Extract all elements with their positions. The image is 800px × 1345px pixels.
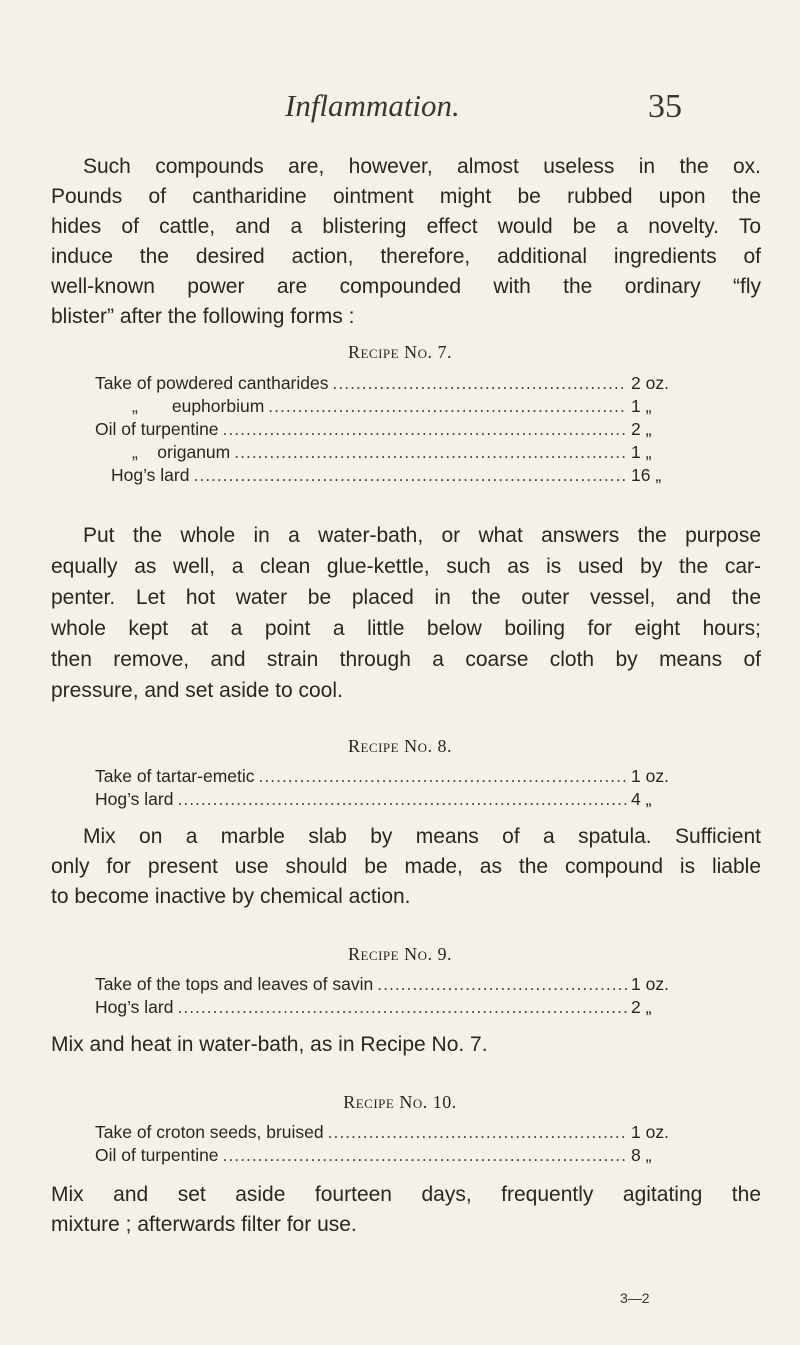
text-line: Such compounds are, however, almost useless in the ox. bbox=[83, 155, 761, 178]
recipe-9-directions bbox=[51, 1030, 761, 1060]
leader-dots bbox=[377, 974, 627, 995]
ingredient-name: Oil of turpentine bbox=[95, 419, 219, 439]
text-line: well-known power are compounded with the ordinary “fly bbox=[51, 275, 761, 298]
ingredient-qty: 16 „ bbox=[631, 465, 662, 485]
running-head: Inflammation. bbox=[285, 88, 460, 123]
ingredient-qty: 2 „ bbox=[631, 997, 652, 1017]
ingredient-qty: 1 „ bbox=[631, 396, 652, 416]
ingredient-row bbox=[95, 789, 695, 812]
ingredient-qty: 1 oz. bbox=[631, 766, 669, 786]
ingredient-qty: 4 „ bbox=[631, 789, 652, 809]
leader-dots bbox=[332, 373, 627, 394]
ingredient-row bbox=[95, 1122, 695, 1145]
ingredient-name: Take of the tops and leaves of savin bbox=[95, 974, 374, 994]
ingredient-row bbox=[95, 373, 695, 396]
text-line: Mix and heat in water-bath, as in Recipe No. 7. bbox=[51, 1033, 488, 1056]
recipe-7-directions bbox=[51, 520, 761, 706]
signature-mark: 3—2 bbox=[620, 1290, 650, 1306]
text-line: Pounds of cantharidine ointment might be rubbed upon the bbox=[51, 185, 761, 208]
leader-dots bbox=[177, 789, 627, 810]
ingredient-name: Take of croton seeds, bruised bbox=[95, 1122, 324, 1142]
leader-dots bbox=[259, 766, 628, 787]
ingredient-name: Oil of turpentine bbox=[95, 1145, 219, 1165]
leader-dots bbox=[193, 465, 627, 486]
recipe-8-directions bbox=[51, 822, 761, 912]
ingredient-name: „ origanum bbox=[132, 442, 231, 462]
ingredient-row bbox=[95, 396, 695, 419]
leader-dots bbox=[223, 1145, 627, 1166]
ingredient-qty: 1 „ bbox=[631, 442, 652, 462]
ingredient-name: Hog’s lard bbox=[95, 789, 174, 809]
text-line: Put the whole in a water-bath, or what answers the purpose bbox=[83, 524, 761, 547]
ingredient-row bbox=[95, 465, 695, 488]
leader-dots bbox=[234, 442, 627, 463]
ingredient-name: Hog’s lard bbox=[111, 465, 190, 485]
recipe-10-directions bbox=[51, 1180, 761, 1240]
recipe-8-ingredients bbox=[95, 766, 695, 812]
ingredient-qty: 8 „ bbox=[631, 1145, 652, 1165]
intro-paragraph bbox=[51, 152, 761, 332]
recipe-9-title: Recipe No. 9. bbox=[347, 944, 452, 964]
text-line: then remove, and strain through a coarse cloth by means of bbox=[51, 648, 761, 671]
recipe-10-ingredients bbox=[95, 1122, 695, 1168]
ingredient-row bbox=[95, 1145, 695, 1168]
leader-dots bbox=[328, 1122, 627, 1143]
ingredient-qty: 2 „ bbox=[631, 419, 652, 439]
text-line: only for present use should be made, as the compound is liable bbox=[51, 855, 761, 878]
ingredient-name: Take of tartar-emetic bbox=[95, 766, 255, 786]
ingredient-name: „ euphorbium bbox=[132, 396, 265, 416]
ingredient-name: Hog’s lard bbox=[95, 997, 174, 1017]
recipe-9-ingredients bbox=[95, 974, 695, 1020]
leader-dots bbox=[268, 396, 627, 417]
text-line: to become inactive by chemical action. bbox=[51, 885, 411, 908]
text-line: penter. Let hot water be placed in the outer vessel, and the bbox=[51, 586, 761, 609]
ingredient-name: Take of powdered cantharides bbox=[95, 373, 329, 393]
text-line: whole kept at a point a little below boiling for eight hours; bbox=[51, 617, 761, 640]
text-line: induce the desired action, therefore, additional ingredients of bbox=[51, 245, 761, 268]
text-line: pressure, and set aside to cool. bbox=[51, 679, 343, 702]
page-header bbox=[0, 88, 800, 132]
text-line: blister” after the following forms : bbox=[51, 305, 355, 328]
ingredient-qty: 2 oz. bbox=[631, 373, 669, 393]
recipe-8-title: Recipe No. 8. bbox=[347, 736, 452, 756]
recipe-7-ingredients bbox=[95, 373, 695, 488]
text-line: equally as well, a clean glue-kettle, such as is used by the car- bbox=[51, 555, 761, 578]
text-line: mixture ; afterwards filter for use. bbox=[51, 1213, 357, 1236]
ingredient-row bbox=[95, 766, 695, 789]
text-line: Mix and set aside fourteen days, frequently agitating the bbox=[51, 1183, 761, 1206]
page-number: 35 bbox=[648, 88, 682, 125]
recipe-7-title: Recipe No. 7. bbox=[347, 342, 452, 362]
ingredient-qty: 1 oz. bbox=[631, 974, 669, 994]
recipe-10-title: Recipe No. 10. bbox=[343, 1092, 457, 1112]
leader-dots bbox=[223, 419, 627, 440]
ingredient-row bbox=[95, 997, 695, 1020]
leader-dots bbox=[177, 997, 627, 1018]
ingredient-row bbox=[95, 974, 695, 997]
text-line: Mix on a marble slab by means of a spatula. Sufficient bbox=[83, 825, 761, 848]
ingredient-row bbox=[95, 442, 695, 465]
text-line: hides of cattle, and a blistering effect would be a novelty. To bbox=[51, 215, 761, 238]
ingredient-qty: 1 oz. bbox=[631, 1122, 669, 1142]
ingredient-row bbox=[95, 419, 695, 442]
